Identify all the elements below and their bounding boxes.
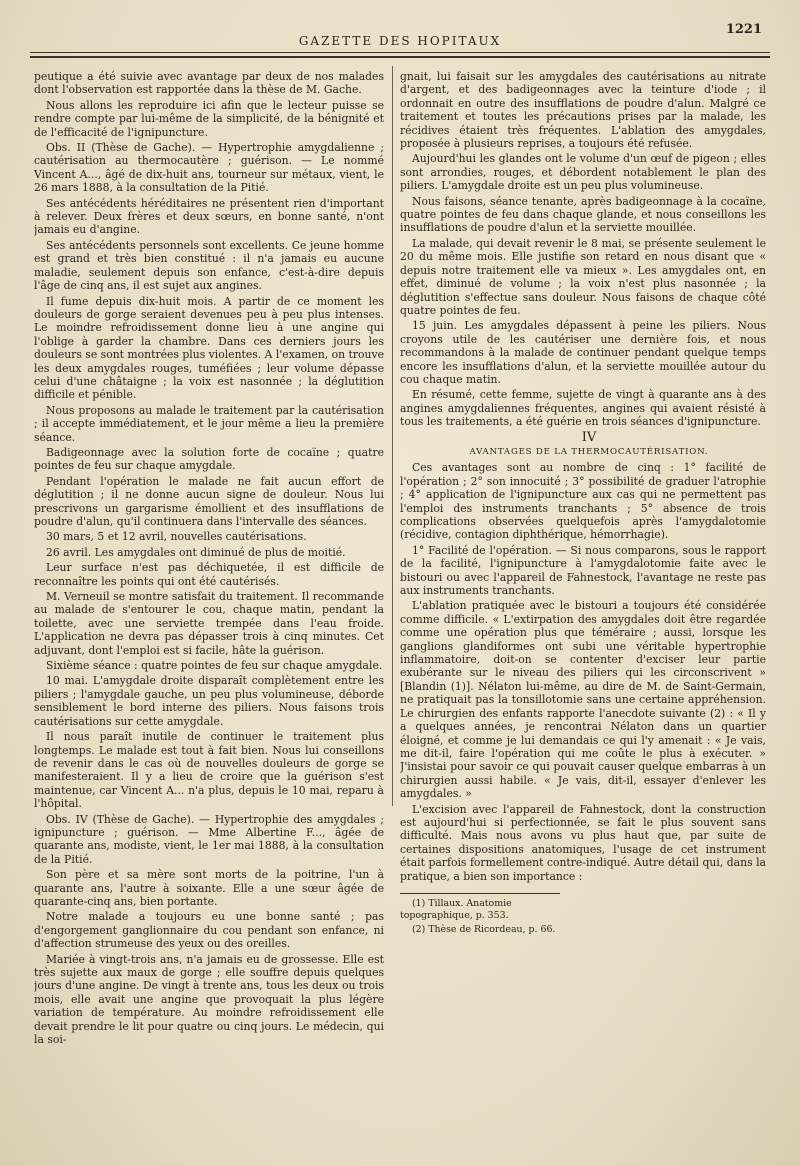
paragraph: Pendant l'opération le malade ne fait aucun effort de déglutition ; il ne donne aucun signe de douleur. Nous lui prescrivons un gargarisme émollient et des insufflations de poudre d'alun, qu'il continuera dans l'intervalle des séances. — [34, 474, 384, 528]
paragraph: Leur surface n'est pas déchiquetée, il est difficile de reconnaître les points qui ont été cautérisés. — [34, 561, 384, 588]
paragraph: Badigeonnage avec la solution forte de cocaïne ; quatre pointes de feu sur chaque amygdale. — [34, 445, 384, 473]
paragraph: M. Verneuil se montre satisfait du traitement. Il recommande au malade de s'entourer le cou, chaque matin, pendant la toilette, avec une serviette trempée dans l'eau froide. L'application ne devra pas dépasser trois à cinq minutes. Cet adjuvant, dont l'emploi est si facile, hâte la guérison. — [34, 590, 384, 657]
paragraph: Mariée à vingt-trois ans, n'a jamais eu de grossesse. Elle est très sujette aux maux de gorge ; elle souffre depuis quelques jours d'une angine. De vingt à trente ans, tous les deux ou trois mois, elle avait une angine que provoquait la plus légère variation de température. Au moindre refroidissement elle devait prendre le lit pour quatre ou cinq jours. Le médecin, qui la soi- — [34, 952, 384, 1047]
paragraph: Nous proposons au malade le traitement par la cautérisation ; il accepte immédiatement, et le jour même a lieu la première séance. — [34, 403, 384, 444]
observation-heading: Obs. II (Thèse de Gache). — Hypertrophie amygdalienne ; cautérisation au thermocautère ; guérison. — Le nommé Vincent A..., âgé de dix-huit ans, tourneur sur métaux, vient, le 26 mars 1888, à la consultation de la Pitié. — [34, 141, 384, 195]
paragraph: Notre malade a toujours eu une bonne santé ; pas d'engorgement ganglionnaire du cou pendant son enfance, ni d'affection strumeuse des yeux ou des oreilles. — [34, 910, 384, 951]
observation-heading: Obs. IV (Thèse de Gache). — Hypertrophie des amygdales ; ignipuncture ; guérison. — Mme Albertine F..., âgée de quarante ans, modiste, vient, le 1er mai 1888, à la consultation de la Pitié. — [34, 812, 384, 866]
paragraph: 30 mars, 5 et 12 avril, nouvelles cautérisations. — [46, 530, 307, 544]
paragraph: Nous allons les reproduire ici afin que le lecteur puisse se rendre compte par lui-même de la simplicité, de la bénignité et de l'efficacité de l'ignipuncture. — [34, 98, 384, 139]
paragraph: L'ablation pratiquée avec le bistouri a toujours été considérée comme difficile. « L'extirpation des amygdales doit être regardée comme une opération plus que téméraire ; aussi, lorsque les ganglions glandiformes ont subi une véritable hypertrophie inflammatoire, doit-on se contenter d'exciser leur partie exubérante sur le niveau des piliers qui les circonscrivent » [Blandin (1)]. Nélaton lui-même, au dire de M. de Saint-Germain, ne pratiquait pas la tonsillotomie sans une certaine appréhension. Le chirurgien des enfants rapporte l'anecdote suivante (2) : « Il y a quelques années, je rencontrai Nélaton dans un quartier éloigné, et comme je lui demandais ce qui l'y amenait : « Je vais, me dit-il, faire l'opération qui me coûte le plus à exécuter. » J'insistai pour savoir ce qui pouvait causer quelque embarras à un chirurgien aussi habile. « Je vais, dit-il, essayer d'enlever les amygdales. » — [400, 599, 766, 801]
paragraph: Nous faisons, séance tenante, après badigeonnage à la cocaïne, quatre pointes de feu dans chaque glande, et nous conseillons les insufflations de poudre d'alun et la serviette mouillée. — [400, 194, 766, 235]
footnotes — [400, 893, 560, 936]
section-number: IV — [581, 429, 597, 445]
paragraph: La malade, qui devait revenir le 8 mai, se présente seulement le 20 du même mois. Elle justifie son retard en nous disant que « depuis notre traitement elle va mieux ». Les amygdales ont, en effet, diminué de volume ; la voix n'est plus nasonnée ; la déglutition s'effectue sans douleur. Nous faisons de chaque côté quatre pointes de feu. — [400, 236, 766, 317]
header-rule — [30, 52, 770, 53]
paragraph: Aujourd'hui les glandes ont le volume d'un œuf de pigeon ; elles sont arrondies, rouges, et débordent notablement le plan des piliers. L'amygdale droite est un peu plus volumineuse. — [400, 152, 766, 193]
column-divider — [392, 66, 393, 806]
paragraph: gnait, lui faisait sur les amygdales des cautérisations au nitrate d'argent, et des badigeonnages avec la teinture d'iode ; il ordonnait en outre des insufflations de poudre d'alun. Malgré ce traitement et toutes les précautions prises par la malade, les récidives étaient très fréquentes. L'ablation des amygdales, proposée à plusieurs reprises, a toujours été refusée. — [400, 70, 766, 151]
paragraph: 26 avril. Les amygdales ont diminué de plus de moitié. — [46, 545, 346, 559]
paragraph: Son père et sa mère sont morts de la poitrine, l'un à quarante ans, l'autre à soixante. Elle a une sœur âgée de quarante-cinq ans, bien portante. — [34, 868, 384, 908]
section-title: AVANTAGES DE LA THERMOCAUTÉRISATION. — [469, 446, 709, 457]
paragraph: Ces avantages sont au nombre de cinq : 1° facilité de l'opération ; 2° son innocuité ; 3° possibilité de graduer l'atrophie ; 4° application de l'ignipuncture aux cas qui ne permettent pas l'emploi des instruments tranchants ; 5° absence de trois complications observées quelquefois après l'amygdalotomie (récidive, contagion diphthérique, hémorrhagie). — [400, 461, 766, 542]
paragraph: 10 mai. L'amygdale droite disparaît complètement entre les piliers ; l'amygdale gauche, un peu plus volumineuse, déborde sensiblement le bord interne des piliers. Nous faisons trois cautérisations sur cette amygdale. — [34, 674, 384, 728]
left-column — [34, 70, 384, 1146]
paragraph: 1° Facilité de l'opération. — Si nous comparons, sous le rapport de la facilité, l'ignipuncture à l'amygdalotomie faite avec le bistouri ou avec l'appareil de Fahnestock, l'avantage ne reste pas aux instruments tranchants. — [400, 543, 766, 598]
paragraph: L'excision avec l'appareil de Fahnestock, dont la construction est aujourd'hui si perfectionnée, se fait le plus souvent sans difficulté. Mais nous avons vu plus haut que, par suite de certaines dispositions anatomiques, l'usage de cet instrument était parfois formellement contre-indiqué. Autre détail qui, dans la pratique, a bien son importance : — [400, 802, 766, 883]
paragraph: 15 juin. Les amygdales dépassent à peine les piliers. Nous croyons utile de les cautériser une dernière fois, et nous recommandons à la malade de continuer pendant quelque temps encore les insufflations d'alun, et la serviette mouillée autour du cou chaque matin. — [400, 319, 766, 386]
paragraph: Il nous paraît inutile de continuer le traitement plus longtemps. Le malade est tout à fait bien. Nous lui conseillons de revenir dans le cas où de nouvelles douleurs de gorge se manifesteraient. Il y a lieu de croire que la guérison s'est maintenue, car Vincent A... n'a plus, depuis le 10 mai, reparu à l'hôpital. — [34, 730, 384, 811]
page-number: 1221 — [725, 22, 762, 37]
footnote: (1) Tillaux. Anatomie topographique, p. 353. — [400, 897, 512, 921]
paragraph: Il fume depuis dix-huit mois. A partir de ce moment les douleurs de gorge seraient devenues peu à peu plus intenses. Le moindre refroidissement donne lieu à une angine qui l'oblige à garder la chambre. Dans ces derniers jours les douleurs se sont montrées plus violentes. A l'examen, on trouve les deux amygdales rouges, tuméfiées ; leur volume dépasse celui d'une châtaigne ; la voix est nasonnée ; la déglutition difficile et pénible. — [34, 294, 384, 402]
paragraph: Sixième séance : quatre pointes de feu sur chaque amygdale. — [46, 659, 383, 673]
paragraph: Ses antécédents héréditaires ne présentent rien d'important à relever. Deux frères et deux sœurs, en bonne santé, n'ont jamais eu d'angine. — [34, 196, 384, 237]
page-header — [30, 18, 770, 68]
journal-title: GAZETTE DES HOPITAUX — [298, 34, 502, 48]
paragraph: Ses antécédents personnels sont excellents. Ce jeune homme est grand et très bien constitué : il n'a jamais eu aucune maladie, seulement depuis son enfance, c'est-à-dire depuis l'âge de cinq ans, il est sujet aux angines. — [34, 238, 384, 293]
footnote: (2) Thèse de Ricordeau, p. 66. — [412, 923, 556, 935]
right-column — [400, 70, 766, 1146]
header-double-rule — [30, 56, 770, 58]
paragraph: peutique a été suivie avec avantage par deux de nos malades dont l'observation est rapportée dans la thèse de M. Gache. — [34, 70, 384, 97]
paragraph: En résumé, cette femme, sujette de vingt à quarante ans à des angines amygdaliennes fréquentes, angines qui avaient résisté à tous les traitements, a été guérie en trois séances d'ignipuncture. — [400, 388, 766, 429]
